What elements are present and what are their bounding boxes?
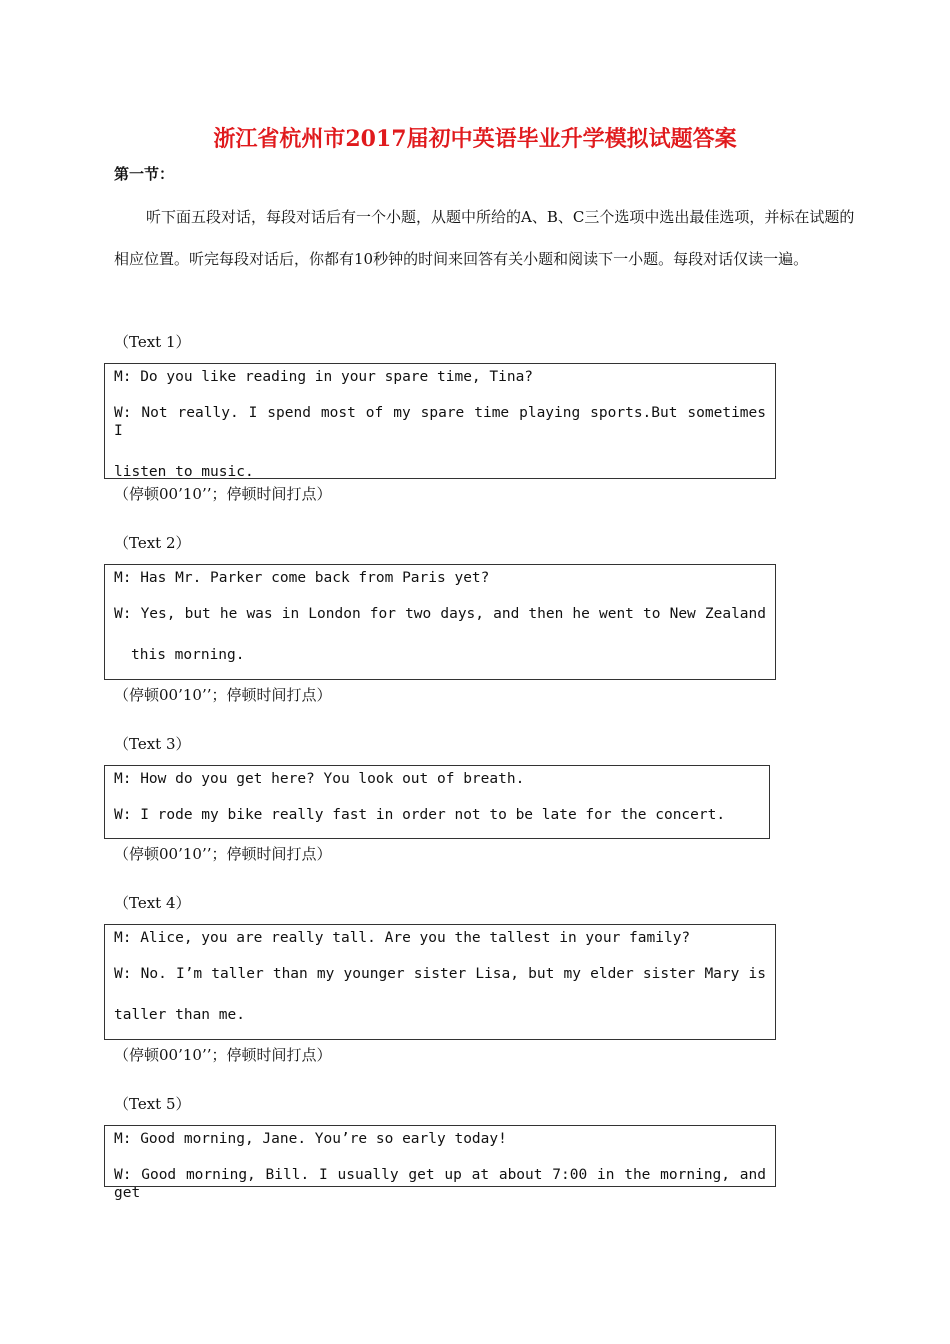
instructions-paragraph: 听下面五段对话，每段对话后有一个小题，从题中所给的A、B、C三个选项中选出最佳选项，并标在试题的相应位置。听完每段对话后，你都有10秒钟的时间来回答有关小题和阅读下一小题。每段对话仅读一遍。 bbox=[114, 208, 855, 268]
text-3-dialogue-box bbox=[104, 765, 770, 839]
dialogue-line: listen to music. bbox=[114, 464, 254, 480]
text-2-label: （Text 2） bbox=[114, 534, 191, 552]
text-3-label: （Text 3） bbox=[114, 735, 191, 753]
text-1-label: （Text 1） bbox=[114, 333, 191, 351]
text-5-label: （Text 5） bbox=[114, 1095, 191, 1113]
dialogue-line: M: Do you like reading in your spare time, Tina? bbox=[114, 369, 534, 385]
text-4-dialogue-box bbox=[104, 924, 776, 1040]
text-5-dialogue-box bbox=[104, 1125, 776, 1201]
dialogue-line: this morning. bbox=[131, 647, 245, 663]
dialogue-line: W: I rode my bike really fast in order not to be late for the concert. bbox=[114, 807, 726, 823]
document-title: 浙江省杭州市2017届初中英语毕业升学模拟试题答案 bbox=[213, 126, 737, 152]
dialogue-line: W: Not really. I spend most of my spare time playing sports.But sometimes I bbox=[114, 405, 766, 439]
text-4-label: （Text 4） bbox=[114, 894, 191, 912]
text-4-pause-note: （停顿00’10’’；停顿时间打点） bbox=[114, 1046, 332, 1064]
text-2-dialogue-box bbox=[104, 564, 776, 680]
dialogue-line: M: How do you get here? You look out of breath. bbox=[114, 771, 525, 787]
dialogue-line: M: Good morning, Jane. You’re so early today! bbox=[114, 1131, 507, 1147]
text-2-pause-note: （停顿00’10’’；停顿时间打点） bbox=[114, 686, 332, 704]
dialogue-line: taller than me. bbox=[114, 1007, 245, 1023]
dialogue-line: M: Has Mr. Parker come back from Paris yet? bbox=[114, 570, 490, 586]
section-heading: 第一节： bbox=[114, 165, 175, 183]
dialogue-line: W: Yes, but he was in London for two days, and then he went to New Zealand bbox=[114, 606, 766, 622]
dialogue-line: W: Good morning, Bill. I usually get up at about 7:00 in the morning, and get bbox=[114, 1167, 766, 1201]
text-3-pause-note: （停顿00’10’’；停顿时间打点） bbox=[114, 845, 332, 863]
dialogue-line: W: No. I’m taller than my younger sister Lisa, but my elder sister Mary is bbox=[114, 966, 766, 982]
text-1-pause-note: （停顿00’10’’；停顿时间打点） bbox=[114, 485, 332, 503]
text-1-dialogue-box bbox=[104, 363, 776, 479]
dialogue-line: M: Alice, you are really tall. Are you the tallest in your family? bbox=[114, 930, 691, 946]
